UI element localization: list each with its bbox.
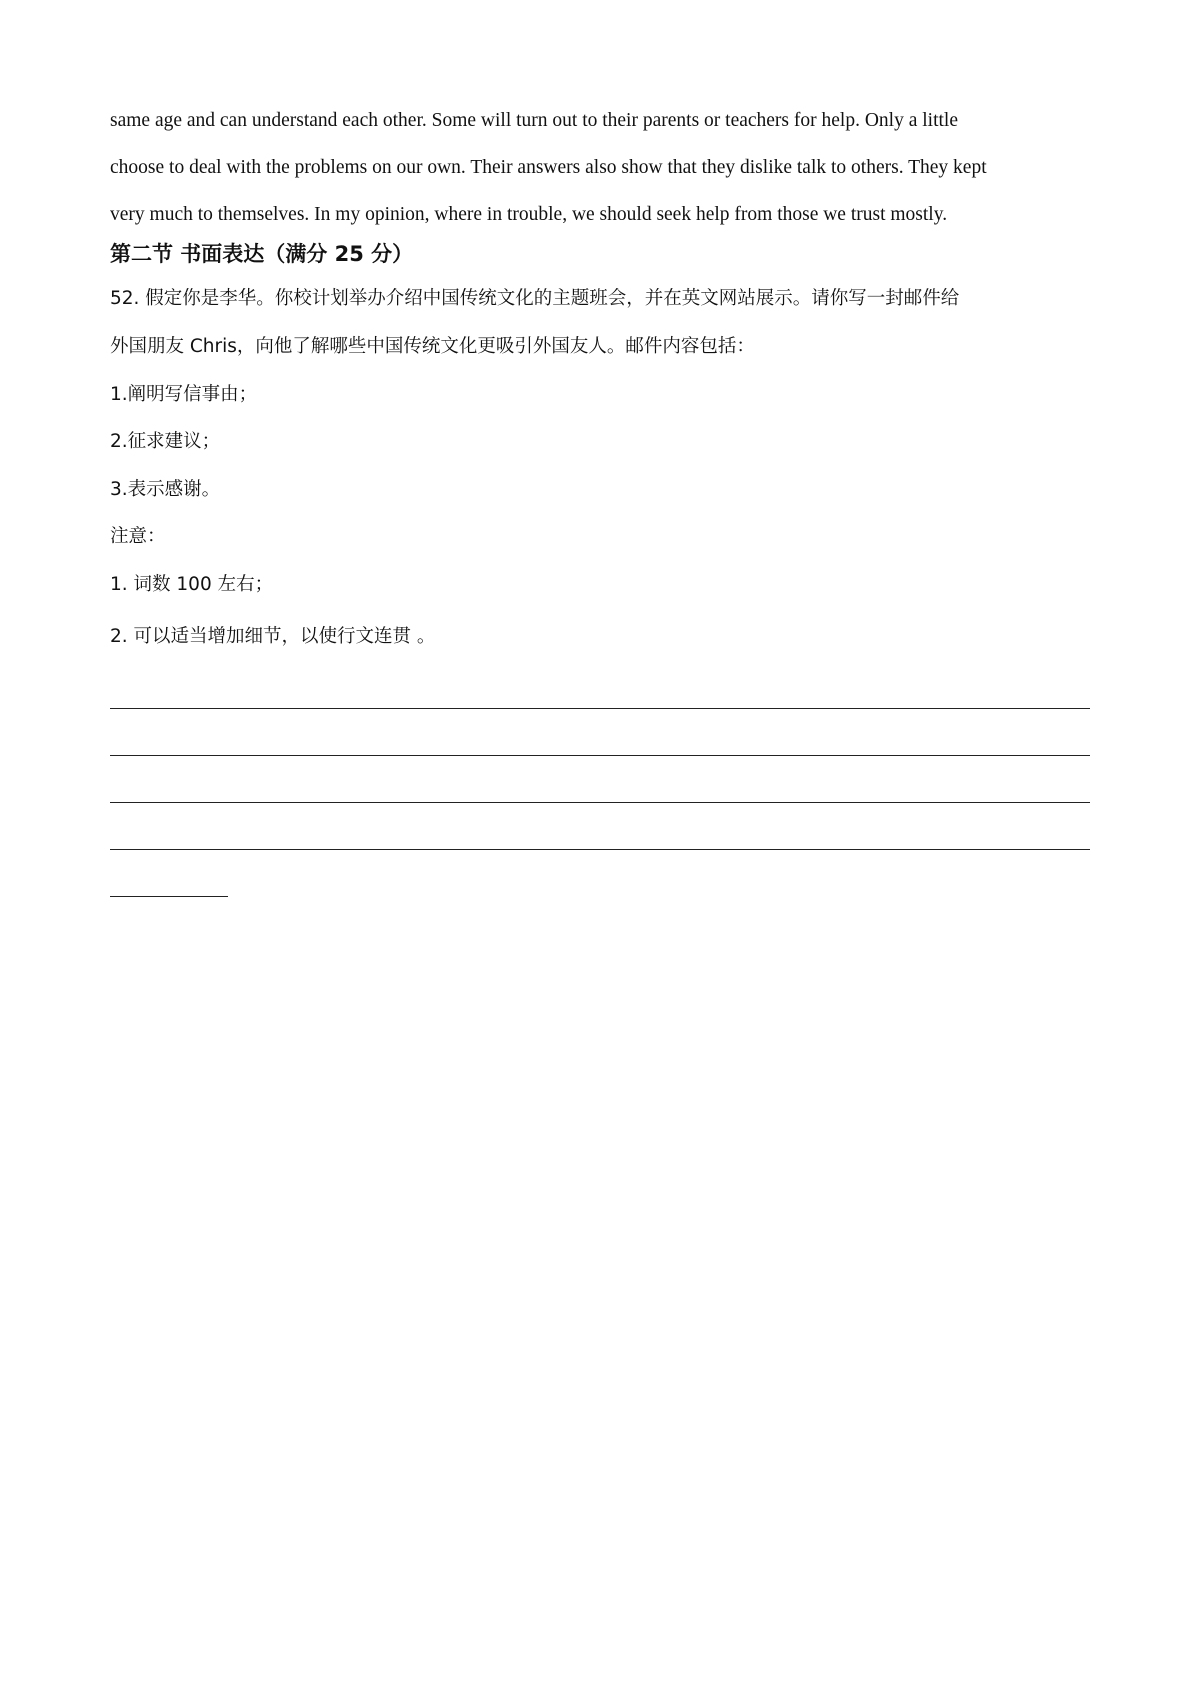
passage-line-2: choose to deal with the problems on our own. Their answers also show that they dislike talk to others. They kept bbox=[110, 157, 987, 178]
content-item-2: 2.征求建议； bbox=[110, 431, 221, 452]
question-line-1: 52. 假定你是李华。你校计划举办介绍中国传统文化的主题班会，并在英文网站展示。请你写一封邮件给 bbox=[110, 288, 960, 309]
answer-line-3[interactable] bbox=[110, 802, 1090, 803]
answer-line-4[interactable] bbox=[110, 849, 1090, 850]
note-item-1: 1. 词数 100 左右； bbox=[110, 574, 274, 595]
passage-line-1: same age and can understand each other. Some will turn out to their parents or teachers for help. Only a little bbox=[110, 110, 958, 131]
answer-line-1[interactable] bbox=[110, 708, 1090, 709]
content-item-1: 1.阐明写信事由； bbox=[110, 384, 258, 405]
question-line-2: 外国朋友 Chris，向他了解哪些中国传统文化更吸引外国友人。邮件内容包括： bbox=[110, 336, 755, 357]
note-item-2: 2. 可以适当增加细节，以使行文连贯 。 bbox=[110, 626, 436, 647]
section-heading: 第二节 书面表达（满分 25 分） bbox=[110, 242, 414, 266]
passage-line-3: very much to themselves. In my opinion, where in trouble, we should seek help from those we trust mostly. bbox=[110, 204, 948, 225]
notes-label: 注意： bbox=[110, 526, 166, 547]
answer-line-5[interactable] bbox=[110, 896, 228, 897]
content-item-3: 3.表示感谢。 bbox=[110, 479, 221, 500]
answer-line-2[interactable] bbox=[110, 755, 1090, 756]
